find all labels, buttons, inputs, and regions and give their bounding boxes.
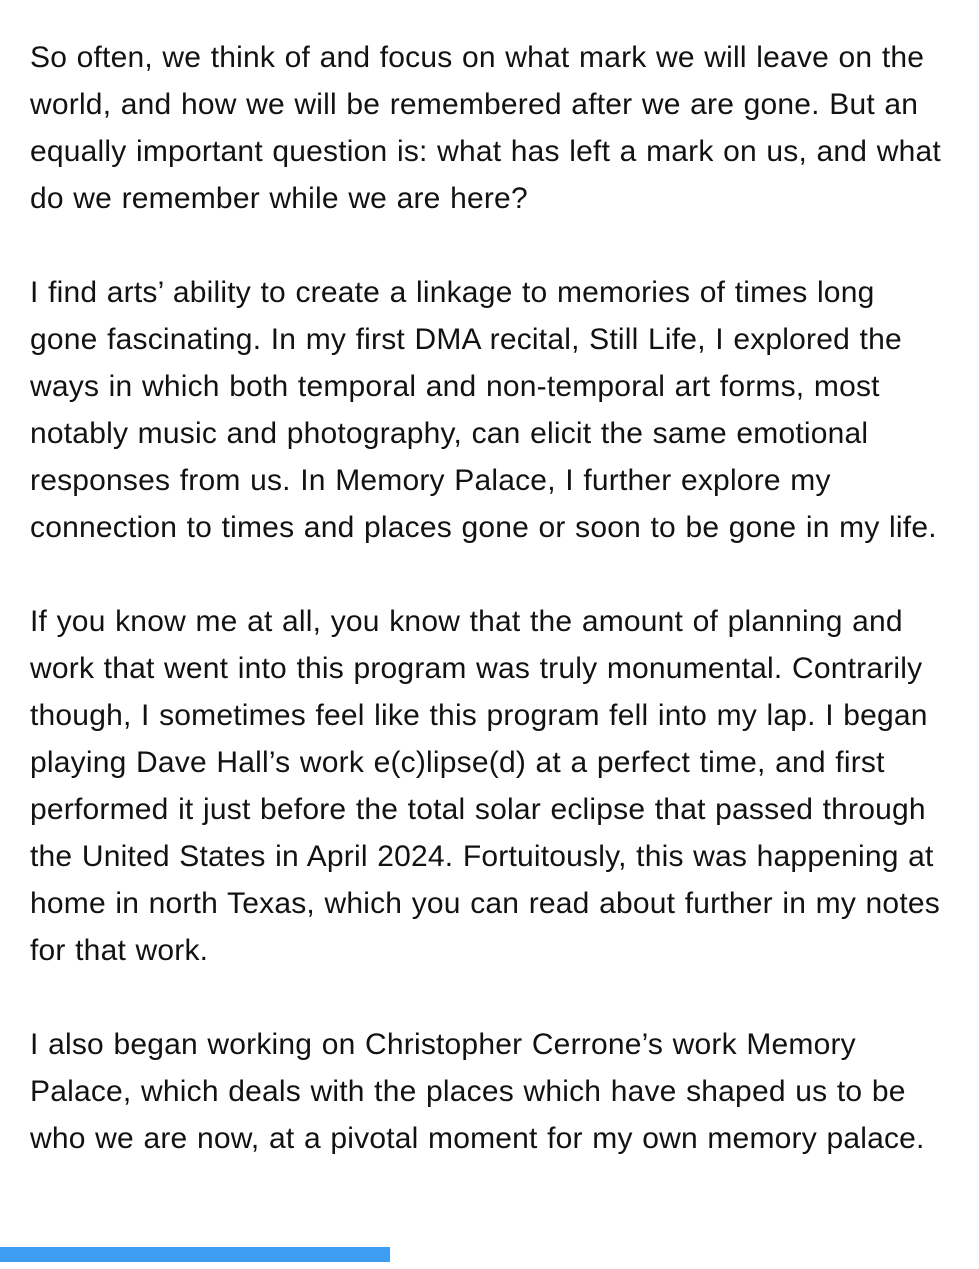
paragraph-memory-palace: I also began working on Christopher Cerrone’s work Memory Palace, which deals with the places which have shaped us to be who we are now, at a pivotal moment for my own memory palace. [30, 1028, 925, 1155]
paragraph-intro: So often, we think of and focus on what mark we will leave on the world, and how we will be remembered after we are gone. But an equally important question is: what has left a mark on us, and what do we remember while we are here? [30, 41, 941, 215]
selection-highlight-bar [0, 1247, 390, 1262]
program-notes-text [30, 34, 943, 1162]
paragraph-eclipse: If you know me at all, you know that the amount of planning and work that went into this program was truly monumental. Contrarily though, I sometimes feel like this program fell into my lap. I began playing Dave Hall’s work e(c)lipse(d) at a perfect time, and first performed it just before the total solar eclipse that passed through the United States in April 2024. Fortuitously, this was happening at home in north Texas, which you can read about further in my notes for that work. [30, 605, 940, 967]
paragraph-still-life: I find arts’ ability to create a linkage to memories of times long gone fascinating. In my first DMA recital, Still Life, I explored the ways in which both temporal and non-temporal art forms, most notably music and photography, can elicit the same emotional responses from us. In Memory Palace, I further explore my connection to times and places gone or soon to be gone in my life. [30, 276, 937, 544]
